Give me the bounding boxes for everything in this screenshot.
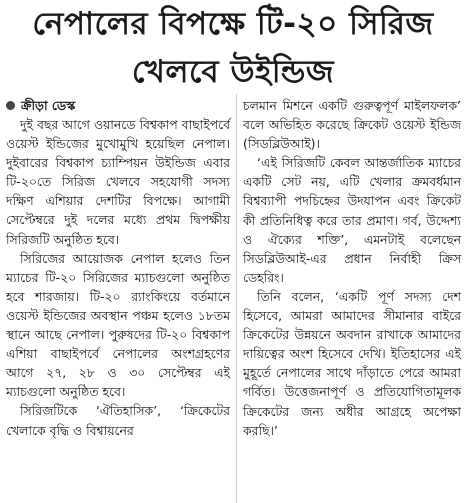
paragraph: তিনি বলেন, ‘একটি পূর্ণ সদস্য দেশ হিসেবে, আমরা আমাদের সীমানার বাইরে ক্রিকেটের উন্নয়নে অবদান রাখাকে আমাদের দায়িত্বের অংশ হিসেবে দেখি। ইতিহাসের এই মুহূর্তে নেপালের সাথে দাঁড়াতে পেরে আমরা গর্বিত। উত্তেজনাপূর্ণ ও প্রতিযোগিতামূলক ক্রিকেটের জন্য অধীর আগ্রহে অপেক্ষা করছি।’ — [243, 288, 461, 438]
byline — [6, 96, 230, 115]
column-divider — [236, 94, 237, 503]
byline-text: ক্রীড়া ডেস্ক — [21, 98, 76, 113]
paragraph: সিরিজটিকে ‘ঐতিহাসিক’, ‘ক্রিকেটের খেলাকে বৃদ্ধি ও বিশ্বায়নের — [6, 403, 230, 438]
headline-line-1: নেপালের বিপক্ষে টি-২০ সিরিজ — [32, 6, 434, 42]
headline-line-2: খেলবে উইন্ডিজ — [131, 54, 335, 90]
bullet-icon — [6, 101, 15, 110]
paragraph: দুই বছর আগে ওয়ানডে বিশ্বকাপ বাছাইপর্বে ওয়েস্ট ইন্ডিজের মুখোমুখি হয়েছিল নেপাল। দুইবারের বিশ্বকাপ চ্যাম্পিয়ন উইন্ডিজ এবার টি-২০তে সিরিজ খেলবে সহযোগী সদস্য দক্ষিণ এশিয়ার দেশটির বিপক্ষে। আগামী সেপ্টেম্বরে দুই দলের মধ্যে প্রথম দ্বিপক্ষীয় সিরিজটি অনুষ্ঠিত হবে। — [6, 117, 230, 247]
right-column — [243, 96, 461, 440]
paragraph: সিরিজের আয়োজক নেপাল হলেও তিন ম্যাচের টি-২০ সিরিজের ম্যাচগুলো অনুষ্ঠিত হবে শারজায়। টি-২০ র‍্যাংকিংয়ে বর্তমানে ওয়েস্ট ইন্ডিজের অবস্থান পঞ্চম হলেও ১৮তম স্থানে আছে নেপাল। পুরুষদের টি-২০ বিশ্বকাপ এশিয়া বাছাইপর্বে নেপালের অংশগ্রহণের আগে ২৭, ২৮ ও ৩০ সেপ্টেম্বর এই ম্যাচগুলো অনুষ্ঠিত হবে। — [6, 250, 230, 400]
left-column — [6, 96, 230, 440]
paragraph: ‘এই সিরিজটি কেবল আন্তর্জাতিক ম্যাচের একটি সেট নয়, এটি খেলার ক্রমবর্ধমান বিশ্বব্যাপী পদচিহ্নের উদযাপন এবং ক্রিকেট কী প্রতিনিধিত্ব করে তার প্রমাণ। গর্ব, উদ্দেশ্য ও ঐক্যের শক্তি’, এমনটাই বলেছেন সিডব্লিউআই-এর প্রধান নির্বাহী ক্রিস ডেহরিং। — [243, 155, 461, 285]
paragraph: চলমান মিশনে একটি গুরুত্বপূর্ণ মাইলফলক’ বলে অভিহিত করেছে ক্রিকেট ওয়েস্ট ইন্ডিজ (সিডব্লিউআই)। — [243, 98, 461, 152]
headline — [0, 0, 466, 94]
